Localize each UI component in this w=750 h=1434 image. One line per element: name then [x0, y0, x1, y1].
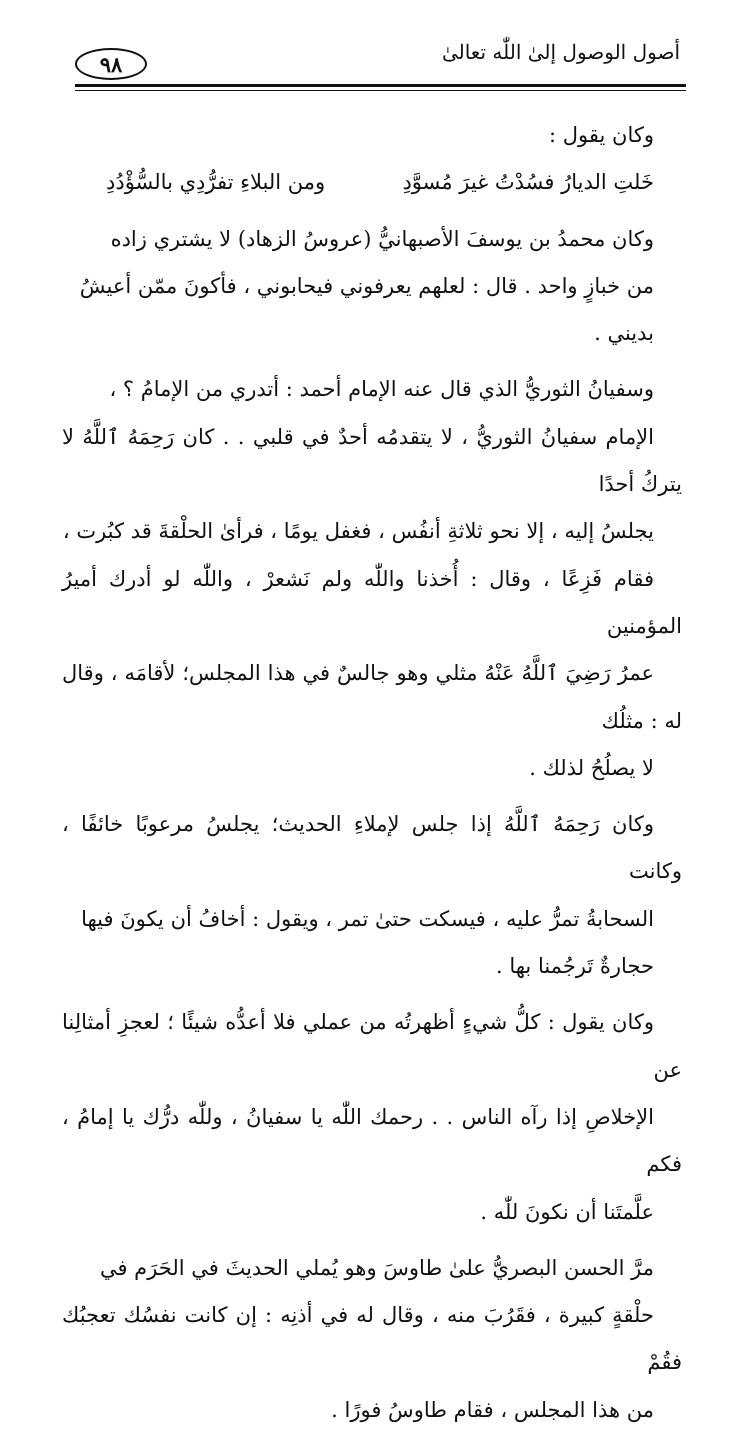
text-line: فقام فَزِعًا ، وقال : أُخذنا واللّٰه ولم نَشعرْ ، واللّٰه لو أدرك أميرُ المؤمنين — [62, 566, 682, 638]
page-number-badge: ٩٨ — [75, 48, 147, 80]
paragraph-isfahani — [62, 216, 682, 358]
text-line: حجارةٌ تَرجُمنا بها . — [496, 954, 654, 979]
verse-second-hemistich: ومن البلاءِ تفرُّدِي بالسُّؤْدُدِ — [106, 170, 326, 195]
header-rule-thick — [75, 84, 686, 87]
text-line: الإخلاصِ إذا رآه الناس . . رحمك اللّٰه يا سفيانُ ، وللّٰه درُّك يا إمامُ ، فكم — [62, 1104, 682, 1177]
text-line: وسفيانُ الثوريُّ الذي قال عنه الإمام أحمد : أتدري من الإمامُ ؟ ، — [109, 377, 654, 402]
text-line: عمرُ رَضِيَ ٱللَّهُ عَنْهُ مثلي وهو جالسٌ في هذا المجلس؛ لأقامَه ، وقال له : مثلُك — [62, 661, 682, 733]
text-line: الإمام سفيانُ الثوريُّ ، لا يتقدمُه أحدٌ في قلبي . . كان رَحِمَهُ ٱللَّهُ لا يتركُ أحدًا — [62, 424, 682, 497]
text-line: وكان يقول : كلُّ شيءٍ أظهرتُه من عملي فلا أعدُّه شيئًا ؛ لعجزِ أمثالِنا عن — [62, 1010, 682, 1082]
paragraph-hadith-dictation — [62, 801, 682, 990]
poetry-verse — [62, 159, 682, 206]
verse-first-hemistich: خَلتِ الديارُ فسُدْتُ غيرَ مُسوَّدِ — [402, 170, 654, 195]
paragraph-ikhlas — [62, 999, 682, 1235]
header-rule-thin — [75, 90, 686, 91]
text-line: من خبازٍ واحد . قال : لعلهم يعرفوني فيحابوني ، فأكونَ ممّن أعيشُ — [79, 273, 654, 298]
text-line: وكان محمدُ بن يوسفَ الأصبهانيُّ (عروسُ الزهاد) لا يشتري زاده — [110, 226, 654, 251]
text-line: وكان رَحِمَهُ ٱللَّهُ إذا جلس لإملاءِ الحديث؛ يجلسُ مرعوبًا خائفًا ، وكانت — [62, 812, 682, 884]
book-title: أصول الوصول إلىٰ اللّٰه تعالىٰ — [441, 40, 680, 64]
text-line: يجلسُ إليه ، إلا نحو ثلاثةِ أنفُس ، فغفل يومًا ، فرأىٰ الحلْقةَ قد كبُرت ، — [62, 519, 654, 544]
text-line: حلْقةٍ كبيرة ، فقَرُبَ منه ، وقال له في أذنِه : إن كانت نفسُك تعجبُك فقُمْ — [62, 1303, 682, 1375]
paragraph-sufyan — [62, 366, 682, 792]
text-line: السحابةُ تمرُّ عليه ، فيسكت حتىٰ تمر ، ويقول : أخافُ أن يكونَ فيها — [81, 906, 654, 931]
text-line: لا يصلُحُ لذلك . — [529, 755, 654, 780]
running-header — [75, 38, 680, 82]
text-line: مرَّ الحسن البصريُّ علىٰ طاوسَ وهو يُملي الحديثَ في الحَرَم في — [99, 1255, 654, 1280]
intro-line: وكان يقول : — [549, 123, 654, 147]
paragraph-hasan-basri — [62, 1245, 682, 1434]
text-line: من هذا المجلس ، فقام طاوسُ فورًا . — [331, 1397, 654, 1422]
main-text — [62, 112, 682, 1434]
text-line: علَّمتَنا أن نكونَ للّٰه . — [480, 1199, 654, 1224]
text-line: بديني . — [594, 321, 654, 346]
